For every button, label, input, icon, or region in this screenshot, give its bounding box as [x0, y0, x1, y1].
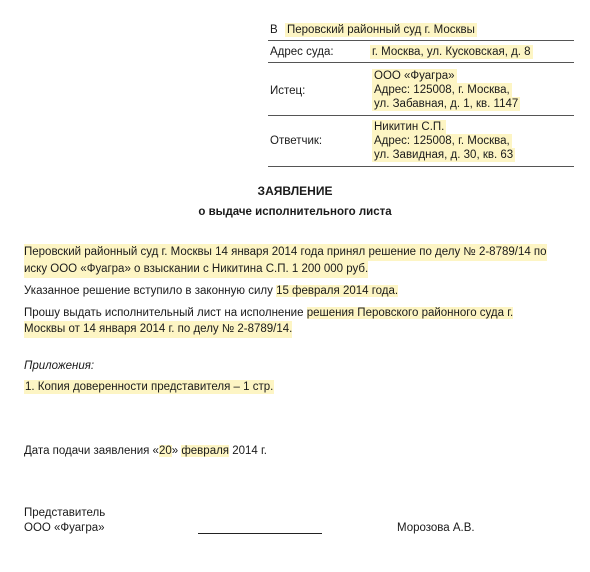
plaintiff-address-line2: ул. Забавная, д. 1, кв. 1147	[374, 98, 519, 110]
effective-date: 15 февраля 2014 года.	[276, 285, 399, 297]
document-subtitle: о выдаче исполнительного листа	[198, 206, 392, 218]
paragraph-1-line1: Перовский районный суд г. Москвы 14 января 2014 года принял решение по делу № 2-8789/14 по	[24, 244, 547, 261]
divider-line	[268, 40, 574, 41]
signature-name: Морозова А.В.	[397, 522, 475, 534]
attachments-label: Приложения:	[24, 360, 95, 372]
signature-line	[198, 533, 322, 534]
filing-date-prefix: Дата подачи заявления «	[24, 445, 159, 457]
defendant-address-line2: ул. Завидная, д. 30, кв. 63	[374, 149, 514, 161]
plaintiff-label: Истец:	[270, 85, 306, 97]
filing-day: 20	[158, 445, 172, 457]
address-label: Адрес суда:	[270, 46, 334, 58]
filing-month: февраля	[181, 445, 230, 457]
paragraph-2	[24, 283, 398, 300]
paragraph-3-line2: Москвы от 14 января 2014 г. по делу № 2-8789/14.	[24, 321, 292, 338]
defendant-label: Ответчик:	[270, 135, 323, 147]
defendant-name: Никитин С.П.	[374, 121, 445, 133]
court-name: Перовский районный суд г. Москвы	[287, 24, 475, 36]
paragraph-1-line2: иску ООО «Фуагра» о взыскании с Никитина С.П. 1 200 000 руб.	[24, 261, 368, 278]
divider-line	[268, 62, 574, 63]
plaintiff-address-line1: Адрес: 125008, г. Москва,	[374, 84, 510, 96]
court-address: г. Москва, ул. Кусковская, д. 8	[372, 46, 531, 58]
decision-reference: решения Перовского районного суда г.	[306, 307, 514, 319]
signature-role: Представитель	[24, 507, 106, 519]
plaintiff-name: ООО «Фуагра»	[374, 70, 455, 82]
filing-year-prefix: 2014	[229, 445, 258, 457]
filing-date	[24, 445, 267, 457]
divider-line	[268, 115, 574, 116]
signature-org: ООО «Фуагра»	[24, 522, 105, 534]
attachment-item: 1. Копия доверенности представителя – 1 стр.	[25, 381, 274, 393]
filing-middle: »	[171, 445, 182, 457]
paragraph-3-line1	[24, 305, 513, 322]
document-title: ЗАЯВЛЕНИЕ	[257, 184, 333, 198]
defendant-address-line1: Адрес: 125008, г. Москва,	[374, 135, 510, 147]
paragraph-2-text: Указанное решение вступило в законную силу	[24, 285, 277, 297]
court-prefix: В	[270, 24, 278, 36]
filing-suffix: г.	[257, 445, 267, 457]
divider-line	[268, 166, 574, 167]
paragraph-3-text: Прошу выдать исполнительный лист на исполнение	[24, 307, 307, 319]
